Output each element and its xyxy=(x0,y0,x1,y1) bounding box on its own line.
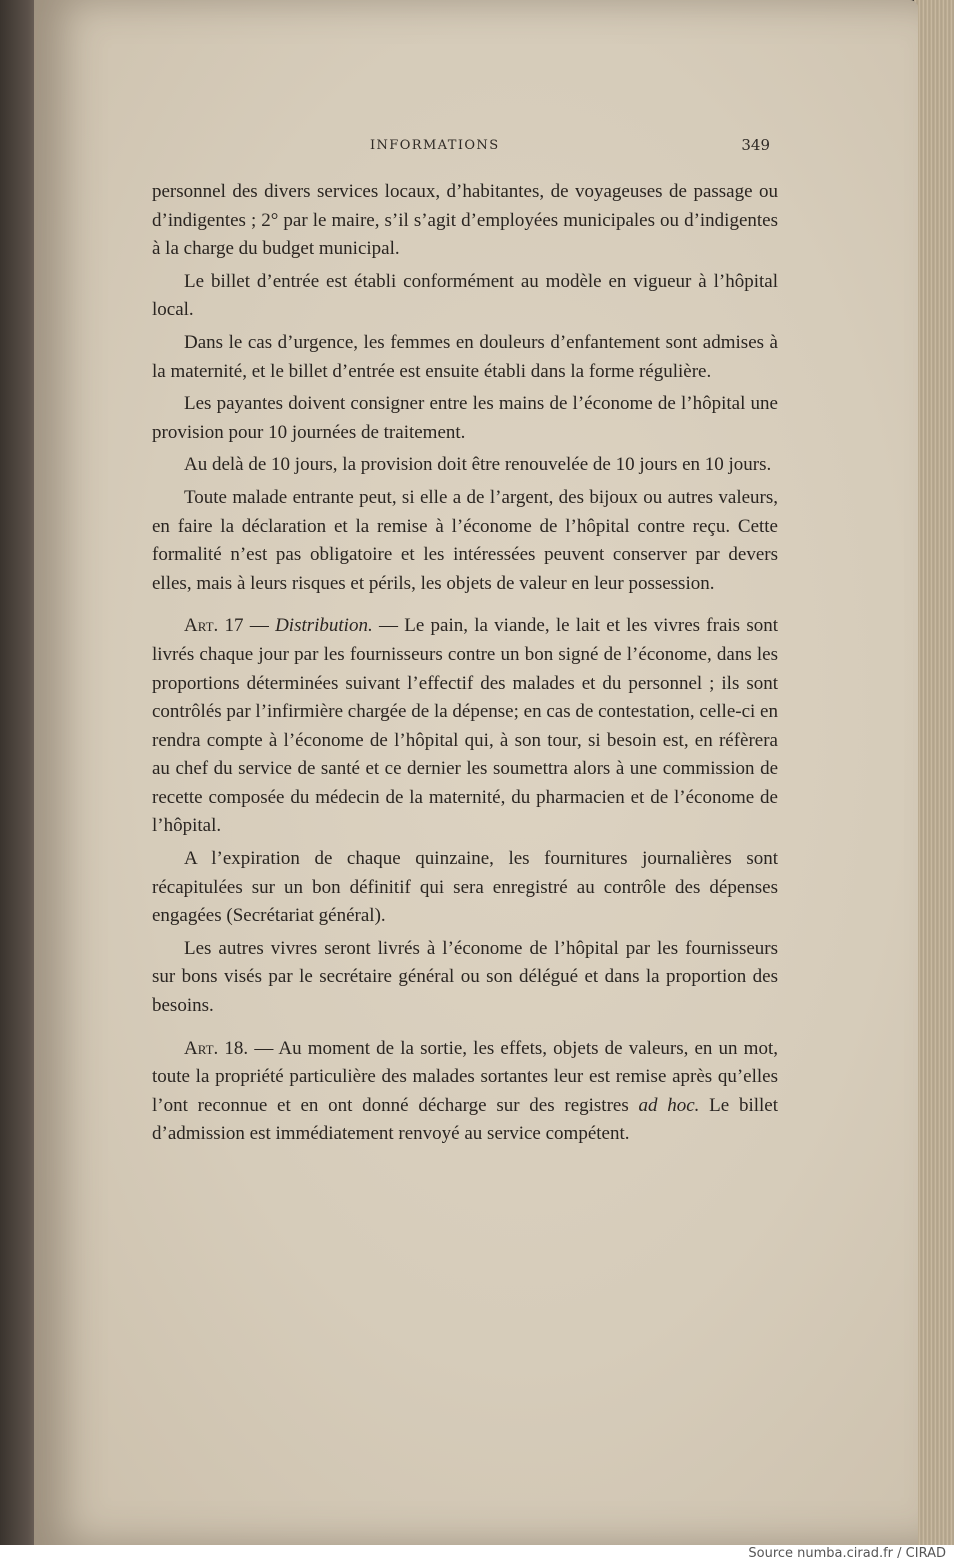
paragraph-payantes: Les payantes doivent consigner entre les mains de l’économe de l’hôpital une provision pour 10 journées de traitement. xyxy=(152,393,778,443)
paragraph-continuation: personnel des divers services locaux, d’habitantes, de voyageuses de passage ou d’indigentes ; 2° par le maire, s’il s’agit d’employées municipales ou d’indigentes à la charge du budget municipal. xyxy=(152,181,778,260)
article-18-text-after: Le billet d’admission est immédiatement renvoyé au service compétent. xyxy=(152,1094,779,1145)
book-page xyxy=(34,0,918,1545)
paragraph-quinzaine: A l’expiration de chaque quinzaine, les fournitures journalières sont récapitulées sur un bon définitif qui sera enregistré au contrôle des dépenses engagées (Secrétariat général). xyxy=(152,848,778,927)
article-17: Art. 17 — Distribution. — Le pain, la viande, le lait et les vivres frais sont livrés chaque jour par les fournisseurs contre un bon signé de l’économe, dans les proportions déterminées suivant l’effectif des malades et du personnel ; ils sont contrôlés par l’infirmière chargée de la dépense; en cas de contestation, celle-ci en rendra compte à l’économe de l’hôpital qui, à son tour, si besoin est, en réfèrera au chef du service de santé et ce dernier les soumettra alors à une commission de recette composée du médecin de la maternité, du pharmacien et de l’économe de l’hôpital. xyxy=(152,615,778,837)
article-18: Art. 18. — Au moment de la sortie, les effets, objets de valeurs, en un mot, toute la propriété particulière des malades sortantes leur est remise après qu’elles l’ont reconnue et en ont donné décharge sur des registres ad hoc. Le billet d’admission est immédiatement renvoyé au service compétent. xyxy=(152,1037,779,1145)
article-18-label: Art. 18. xyxy=(184,1037,249,1059)
page-body xyxy=(152,178,778,1149)
paragraph-provision: Au delà de 10 jours, la provision doit être renouvelée de 10 jours en 10 jours. xyxy=(184,454,772,476)
paragraph-autres-vivres: Les autres vivres seront livrés à l’économe de l’hôpital par les fournisseurs sur bons visés par le secrétaire général ou son délégué et dans la proportion des besoins. xyxy=(152,937,778,1017)
paragraph-billet-entree: Le billet d’entrée est établi conformément au modèle en vigueur à l’hôpital local. xyxy=(152,270,778,321)
article-17-title: Distribution. xyxy=(275,615,373,637)
article-18-italic: ad hoc. xyxy=(638,1094,700,1116)
book-page-edges xyxy=(914,0,954,1545)
page-header xyxy=(366,136,774,158)
paragraph-valeurs: Toute malade entrante peut, si elle a de l’argent, des bijoux ou autres valeurs, en faire la déclaration et la remise à l’économe de l’hôpital contre reçu. Cette formalité n’est pas obligatoire et les intéressées peuvent conserver par devers elles, mais à leurs risques et périls, les objets de valeur en leur possession. xyxy=(152,486,778,594)
article-18-text-before: Au moment de la sortie, les effets, objets de valeurs, en un mot, toute la propriété particulière des malades sortantes leur est remise après qu’elles l’ont reconnue et en ont donné décharge sur des registres xyxy=(152,1037,778,1116)
paragraph-urgence: Dans le cas d’urgence, les femmes en douleurs d’enfantement sont admises à la maternité, et le billet d’entrée est ensuite établi dans la forme régulière. xyxy=(152,331,778,382)
running-title: INFORMATIONS xyxy=(370,138,500,153)
source-credit: Source numba.cirad.fr / CIRAD xyxy=(748,1546,946,1561)
article-17-text: Le pain, la viande, le lait et les vivres frais sont livrés chaque jour par les fournisseurs contre un bon signé de l’économe, dans les proportions déterminées suivant l’effectif des malades et du personnel ; ils sont contrôlés par l’infirmière chargée de la dépense; en cas de contestation, celle-ci en rendra compte à l’économe de l’hôpital qui, à son tour, si besoin est, en réfèrera au chef du service de santé et ce dernier les soumettra alors à une commission de recette composée du médecin de la maternité, du pharmacien et de l’économe de l’hôpital. xyxy=(152,615,778,837)
page-number: 349 xyxy=(741,136,770,154)
article-17-label: Art. 17 xyxy=(184,615,244,637)
